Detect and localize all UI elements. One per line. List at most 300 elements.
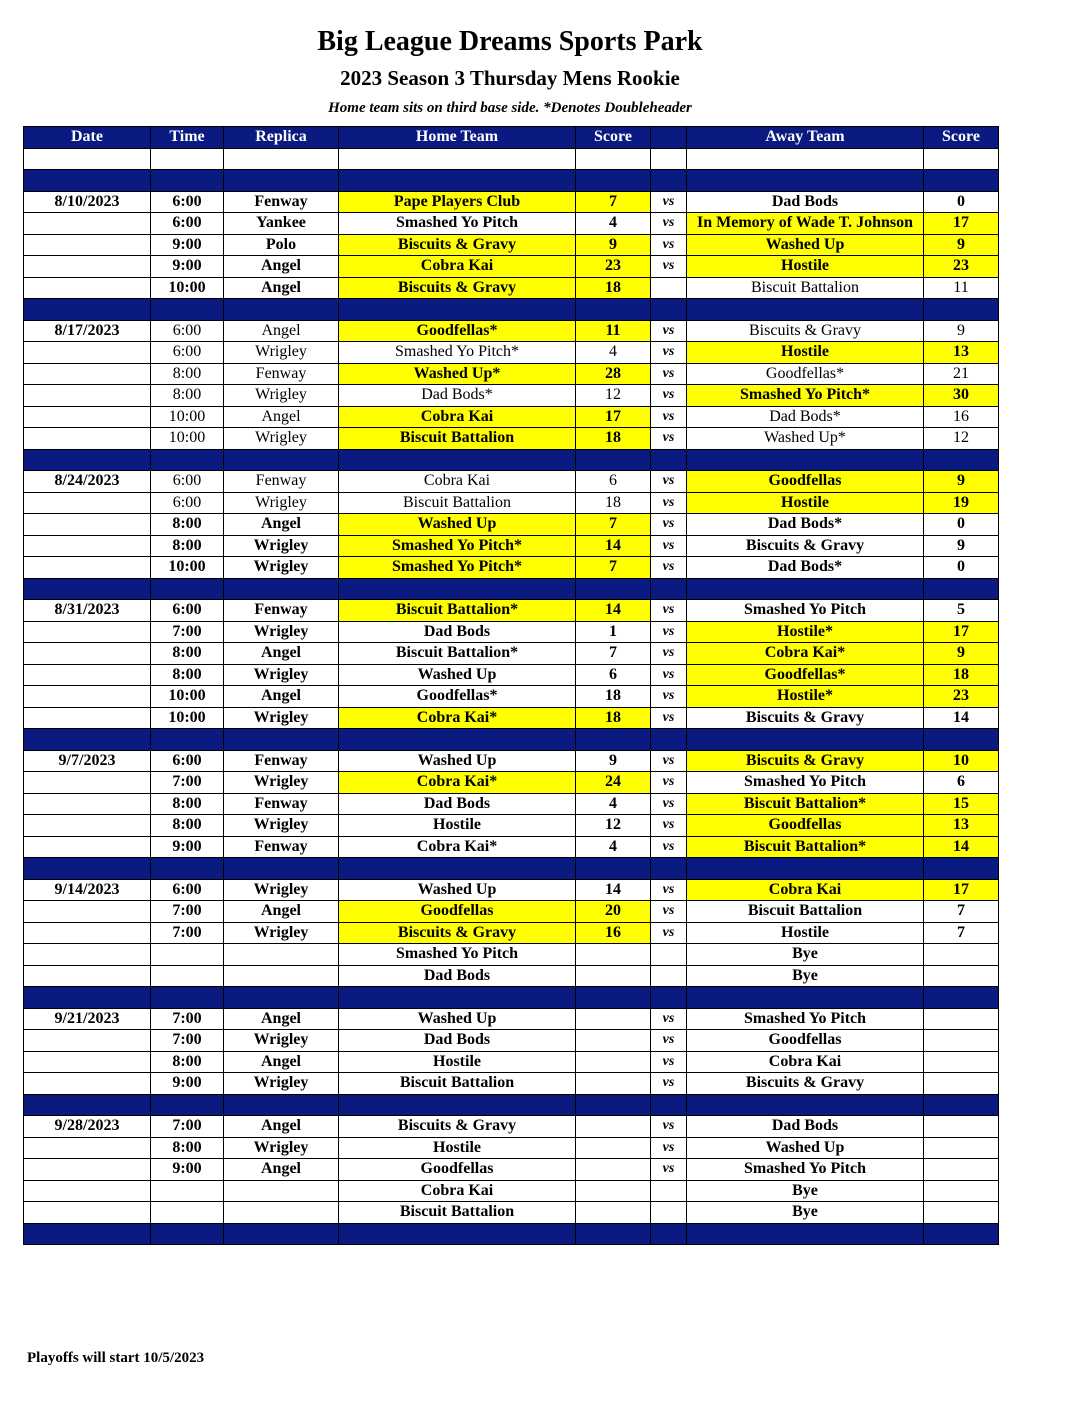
home-team-cell: Dad Bods [339, 793, 576, 815]
separator-cell [224, 170, 339, 192]
table-row [24, 793, 999, 815]
time-cell: 8:00 [151, 363, 224, 385]
date-cell [24, 385, 151, 407]
home-team-cell: Smashed Yo Pitch [339, 213, 576, 235]
vs-cell: vs [651, 1073, 687, 1095]
time-cell: 7:00 [151, 1008, 224, 1030]
away-team-cell: Bye [687, 1180, 924, 1202]
schedule-body [24, 148, 999, 1245]
away-team-cell: Biscuits & Gravy [687, 535, 924, 557]
vs-cell [651, 944, 687, 966]
home-score-cell [576, 1116, 651, 1138]
table-row [24, 1116, 999, 1138]
time-cell: 10:00 [151, 557, 224, 579]
away-score-cell: 17 [924, 213, 999, 235]
separator-cell [339, 449, 576, 471]
blank-cell [339, 148, 576, 170]
vs-cell: vs [651, 557, 687, 579]
home-team-cell: Goodfellas [339, 901, 576, 923]
time-cell: 6:00 [151, 600, 224, 622]
time-cell: 8:00 [151, 1051, 224, 1073]
home-score-cell: 14 [576, 535, 651, 557]
home-team-cell: Biscuit Battalion [339, 1202, 576, 1224]
time-cell: 8:00 [151, 385, 224, 407]
home-score-cell: 14 [576, 600, 651, 622]
away-team-cell: Biscuits & Gravy [687, 750, 924, 772]
date-cell [24, 1159, 151, 1181]
date-cell [24, 557, 151, 579]
vs-cell: vs [651, 901, 687, 923]
blank-cell [924, 148, 999, 170]
away-team-cell: Washed Up* [687, 428, 924, 450]
separator-row [24, 1223, 999, 1245]
away-team-cell: Biscuits & Gravy [687, 707, 924, 729]
separator-cell [651, 170, 687, 192]
home-team-cell: Washed Up [339, 1008, 576, 1030]
separator-cell [576, 1094, 651, 1116]
home-team-cell: Biscuit Battalion* [339, 600, 576, 622]
vs-cell [651, 1180, 687, 1202]
table-row [24, 277, 999, 299]
away-team-cell: Washed Up [687, 234, 924, 256]
home-score-cell [576, 1030, 651, 1052]
home-score-cell: 7 [576, 643, 651, 665]
replica-cell: Fenway [224, 600, 339, 622]
date-cell [24, 1180, 151, 1202]
time-cell: 10:00 [151, 707, 224, 729]
time-cell: 6:00 [151, 750, 224, 772]
away-score-cell [924, 1159, 999, 1181]
replica-cell: Wrigley [224, 1030, 339, 1052]
separator-row [24, 1094, 999, 1116]
replica-cell: Angel [224, 643, 339, 665]
home-team-cell: Smashed Yo Pitch* [339, 342, 576, 364]
separator-cell [224, 578, 339, 600]
date-cell [24, 944, 151, 966]
away-score-cell [924, 965, 999, 987]
replica-cell: Angel [224, 1116, 339, 1138]
away-score-cell [924, 944, 999, 966]
date-cell: 9/14/2023 [24, 879, 151, 901]
away-score-cell [924, 1051, 999, 1073]
home-score-cell: 12 [576, 815, 651, 837]
home-score-cell [576, 944, 651, 966]
schedule-table [23, 126, 999, 1245]
vs-cell: vs [651, 256, 687, 278]
separator-cell [651, 729, 687, 751]
separator-row [24, 858, 999, 880]
table-row [24, 1137, 999, 1159]
vs-cell: vs [651, 385, 687, 407]
table-row [24, 363, 999, 385]
col-replica: Replica [224, 127, 339, 149]
vs-cell: vs [651, 320, 687, 342]
away-score-cell: 10 [924, 750, 999, 772]
separator-cell [339, 170, 576, 192]
home-team-cell: Biscuit Battalion [339, 428, 576, 450]
date-cell [24, 1030, 151, 1052]
replica-cell: Wrigley [224, 342, 339, 364]
date-cell [24, 707, 151, 729]
replica-cell: Wrigley [224, 557, 339, 579]
away-team-cell: Biscuit Battalion* [687, 793, 924, 815]
away-team-cell: Cobra Kai [687, 1051, 924, 1073]
replica-cell: Wrigley [224, 385, 339, 407]
away-team-cell: Goodfellas* [687, 363, 924, 385]
away-score-cell: 14 [924, 707, 999, 729]
away-score-cell [924, 1116, 999, 1138]
col-time: Time [151, 127, 224, 149]
table-row [24, 621, 999, 643]
replica-cell: Angel [224, 514, 339, 536]
separator-cell [339, 578, 576, 600]
table-row [24, 901, 999, 923]
date-cell [24, 815, 151, 837]
separator-cell [924, 170, 999, 192]
vs-cell: vs [651, 815, 687, 837]
time-cell: 8:00 [151, 815, 224, 837]
home-team-cell: Biscuit Battalion [339, 1073, 576, 1095]
time-cell: 7:00 [151, 922, 224, 944]
date-cell [24, 1202, 151, 1224]
table-row [24, 342, 999, 364]
separator-cell [339, 987, 576, 1009]
away-score-cell: 19 [924, 492, 999, 514]
away-team-cell: Biscuits & Gravy [687, 320, 924, 342]
date-cell: 9/21/2023 [24, 1008, 151, 1030]
separator-cell [339, 299, 576, 321]
date-cell [24, 664, 151, 686]
replica-cell [224, 965, 339, 987]
table-row [24, 750, 999, 772]
away-team-cell: Biscuit Battalion [687, 277, 924, 299]
separator-cell [151, 1223, 224, 1245]
home-team-cell: Biscuits & Gravy [339, 277, 576, 299]
date-cell [24, 1073, 151, 1095]
away-team-cell: Goodfellas* [687, 664, 924, 686]
away-score-cell: 16 [924, 406, 999, 428]
vs-cell: vs [651, 879, 687, 901]
away-score-cell: 30 [924, 385, 999, 407]
vs-cell: vs [651, 428, 687, 450]
home-score-cell: 14 [576, 879, 651, 901]
replica-cell: Fenway [224, 836, 339, 858]
away-team-cell: Biscuits & Gravy [687, 1073, 924, 1095]
vs-cell [651, 277, 687, 299]
col-away-team: Away Team [687, 127, 924, 149]
date-cell [24, 342, 151, 364]
home-score-cell: 4 [576, 342, 651, 364]
separator-cell [151, 449, 224, 471]
time-cell: 6:00 [151, 320, 224, 342]
time-cell: 10:00 [151, 406, 224, 428]
vs-cell: vs [651, 191, 687, 213]
away-team-cell: Goodfellas [687, 1030, 924, 1052]
date-cell [24, 535, 151, 557]
vs-cell: vs [651, 793, 687, 815]
page-subtitle: 2023 Season 3 Thursday Mens Rookie [340, 66, 680, 90]
away-score-cell [924, 1073, 999, 1095]
time-cell: 9:00 [151, 234, 224, 256]
date-cell [24, 793, 151, 815]
away-score-cell: 6 [924, 772, 999, 794]
separator-cell [651, 987, 687, 1009]
table-row [24, 1180, 999, 1202]
date-cell [24, 922, 151, 944]
away-score-cell [924, 1008, 999, 1030]
separator-cell [924, 1094, 999, 1116]
col-away-score: Score [924, 127, 999, 149]
away-score-cell: 9 [924, 320, 999, 342]
home-team-cell: Dad Bods [339, 621, 576, 643]
away-team-cell: Hostile* [687, 686, 924, 708]
vs-cell: vs [651, 750, 687, 772]
separator-cell [687, 1094, 924, 1116]
separator-cell [339, 1094, 576, 1116]
date-cell: 9/7/2023 [24, 750, 151, 772]
separator-cell [576, 858, 651, 880]
home-team-cell: Cobra Kai [339, 256, 576, 278]
vs-cell: vs [651, 1030, 687, 1052]
time-cell: 7:00 [151, 772, 224, 794]
separator-cell [924, 729, 999, 751]
time-cell [151, 1180, 224, 1202]
time-cell: 8:00 [151, 1137, 224, 1159]
away-team-cell: In Memory of Wade T. Johnson [687, 213, 924, 235]
separator-cell [576, 578, 651, 600]
table-row [24, 664, 999, 686]
table-row [24, 643, 999, 665]
table-row [24, 1030, 999, 1052]
time-cell: 10:00 [151, 277, 224, 299]
col-vs [651, 127, 687, 149]
separator-cell [924, 578, 999, 600]
table-row [24, 600, 999, 622]
date-cell [24, 965, 151, 987]
time-cell: 9:00 [151, 1073, 224, 1095]
blank-cell [151, 148, 224, 170]
replica-cell [224, 944, 339, 966]
home-team-cell: Goodfellas [339, 1159, 576, 1181]
home-team-cell: Biscuit Battalion* [339, 643, 576, 665]
date-cell [24, 234, 151, 256]
separator-cell [651, 858, 687, 880]
replica-cell: Angel [224, 901, 339, 923]
vs-cell: vs [651, 1008, 687, 1030]
home-team-cell: Goodfellas* [339, 320, 576, 342]
separator-row [24, 170, 999, 192]
replica-cell: Fenway [224, 793, 339, 815]
replica-cell: Wrigley [224, 428, 339, 450]
replica-cell: Angel [224, 277, 339, 299]
vs-cell: vs [651, 772, 687, 794]
home-team-cell: Washed Up [339, 750, 576, 772]
away-score-cell: 9 [924, 535, 999, 557]
blank-cell [687, 148, 924, 170]
vs-cell: vs [651, 686, 687, 708]
time-cell: 9:00 [151, 1159, 224, 1181]
away-score-cell [924, 1180, 999, 1202]
away-score-cell: 14 [924, 836, 999, 858]
date-cell: 8/17/2023 [24, 320, 151, 342]
home-score-cell: 17 [576, 406, 651, 428]
home-team-cell: Washed Up* [339, 363, 576, 385]
replica-cell: Wrigley [224, 772, 339, 794]
replica-cell: Wrigley [224, 815, 339, 837]
home-team-cell: Smashed Yo Pitch* [339, 557, 576, 579]
table-row [24, 1008, 999, 1030]
separator-cell [151, 987, 224, 1009]
replica-cell: Angel [224, 1051, 339, 1073]
away-score-cell [924, 1202, 999, 1224]
time-cell: 9:00 [151, 836, 224, 858]
time-cell: 6:00 [151, 342, 224, 364]
time-cell: 6:00 [151, 492, 224, 514]
separator-cell [651, 1223, 687, 1245]
date-cell [24, 213, 151, 235]
replica-cell: Wrigley [224, 707, 339, 729]
away-score-cell: 17 [924, 879, 999, 901]
away-score-cell [924, 1137, 999, 1159]
time-cell: 7:00 [151, 901, 224, 923]
home-team-cell: Dad Bods* [339, 385, 576, 407]
home-score-cell: 7 [576, 514, 651, 536]
table-row [24, 686, 999, 708]
vs-cell: vs [651, 213, 687, 235]
home-score-cell: 9 [576, 234, 651, 256]
replica-cell: Wrigley [224, 664, 339, 686]
time-cell: 7:00 [151, 1116, 224, 1138]
time-cell: 8:00 [151, 643, 224, 665]
table-row [24, 213, 999, 235]
table-row [24, 772, 999, 794]
home-score-cell: 9 [576, 750, 651, 772]
date-cell [24, 406, 151, 428]
table-row [24, 557, 999, 579]
away-team-cell: Smashed Yo Pitch [687, 1008, 924, 1030]
vs-cell: vs [651, 664, 687, 686]
home-score-cell: 6 [576, 471, 651, 493]
table-row [24, 707, 999, 729]
table-row [24, 428, 999, 450]
vs-cell: vs [651, 342, 687, 364]
separator-cell [924, 987, 999, 1009]
blank-cell [576, 148, 651, 170]
separator-cell [576, 299, 651, 321]
home-team-cell: Biscuits & Gravy [339, 922, 576, 944]
home-team-cell: Smashed Yo Pitch [339, 944, 576, 966]
separator-cell [24, 858, 151, 880]
blank-row [24, 148, 999, 170]
away-team-cell: Bye [687, 944, 924, 966]
vs-cell: vs [651, 836, 687, 858]
home-score-cell: 18 [576, 492, 651, 514]
away-score-cell: 12 [924, 428, 999, 450]
time-cell: 10:00 [151, 686, 224, 708]
date-cell [24, 621, 151, 643]
blank-cell [651, 148, 687, 170]
separator-cell [24, 987, 151, 1009]
separator-cell [24, 578, 151, 600]
away-team-cell: Bye [687, 1202, 924, 1224]
home-score-cell: 7 [576, 557, 651, 579]
date-cell [24, 643, 151, 665]
separator-cell [687, 987, 924, 1009]
separator-cell [151, 1094, 224, 1116]
vs-cell: vs [651, 406, 687, 428]
separator-cell [687, 170, 924, 192]
home-score-cell [576, 1137, 651, 1159]
away-team-cell: Goodfellas [687, 471, 924, 493]
vs-cell: vs [651, 1116, 687, 1138]
date-cell [24, 901, 151, 923]
away-score-cell: 0 [924, 191, 999, 213]
home-score-cell: 6 [576, 664, 651, 686]
footer-note: Playoffs will start 10/5/2023 [27, 1350, 205, 1366]
home-score-cell [576, 1202, 651, 1224]
date-cell [24, 772, 151, 794]
vs-cell: vs [651, 514, 687, 536]
separator-cell [151, 858, 224, 880]
replica-cell: Angel [224, 686, 339, 708]
separator-cell [224, 729, 339, 751]
table-row [24, 406, 999, 428]
home-score-cell: 18 [576, 707, 651, 729]
replica-cell: Angel [224, 1008, 339, 1030]
separator-cell [576, 170, 651, 192]
away-team-cell: Dad Bods* [687, 557, 924, 579]
separator-row [24, 449, 999, 471]
away-score-cell: 0 [924, 557, 999, 579]
separator-cell [651, 1094, 687, 1116]
replica-cell: Fenway [224, 363, 339, 385]
separator-cell [576, 729, 651, 751]
replica-cell: Wrigley [224, 621, 339, 643]
table-row [24, 1202, 999, 1224]
separator-cell [576, 449, 651, 471]
table-row [24, 1073, 999, 1095]
home-team-cell: Biscuits & Gravy [339, 234, 576, 256]
time-cell: 8:00 [151, 664, 224, 686]
blank-cell [224, 148, 339, 170]
home-score-cell: 18 [576, 277, 651, 299]
vs-cell [651, 1202, 687, 1224]
separator-cell [576, 1223, 651, 1245]
home-score-cell: 24 [576, 772, 651, 794]
table-header-row [24, 127, 999, 149]
separator-cell [651, 449, 687, 471]
table-row [24, 965, 999, 987]
separator-cell [687, 449, 924, 471]
table-row [24, 514, 999, 536]
away-score-cell [924, 1030, 999, 1052]
vs-cell: vs [651, 621, 687, 643]
date-cell [24, 1137, 151, 1159]
vs-cell: vs [651, 363, 687, 385]
home-score-cell [576, 1180, 651, 1202]
separator-cell [151, 299, 224, 321]
home-team-cell: Cobra Kai [339, 406, 576, 428]
date-cell [24, 256, 151, 278]
separator-cell [151, 170, 224, 192]
separator-cell [576, 987, 651, 1009]
away-score-cell: 5 [924, 600, 999, 622]
blank-cell [24, 148, 151, 170]
replica-cell: Fenway [224, 191, 339, 213]
vs-cell: vs [651, 1159, 687, 1181]
replica-cell: Wrigley [224, 535, 339, 557]
home-team-cell: Cobra Kai* [339, 707, 576, 729]
